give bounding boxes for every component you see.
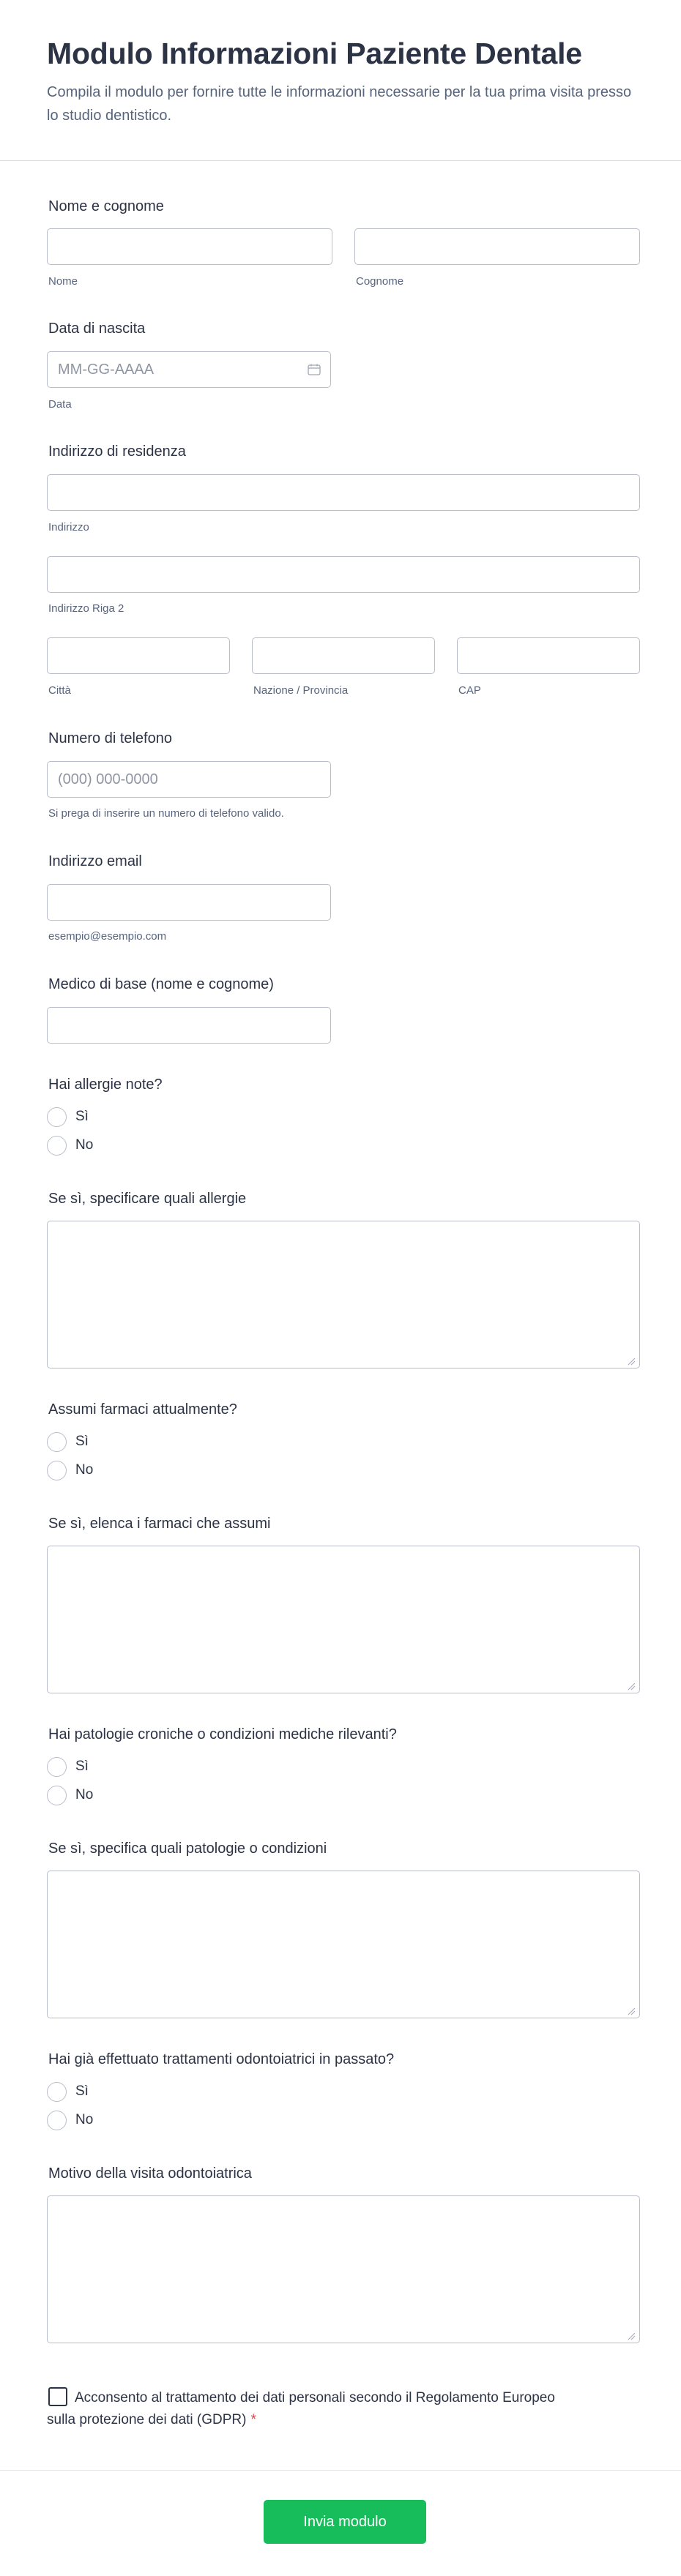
drugs-detail-textarea[interactable] [47, 1546, 640, 1693]
drugs-label: Assumi farmaci attualmente? [48, 1401, 237, 1418]
allergies-detail-label: Se sì, specificare quali allergie [48, 1191, 247, 1207]
consent-checkbox[interactable] [48, 2387, 67, 2406]
last-name-input[interactable] [354, 228, 640, 265]
email-label: Indirizzo email [48, 853, 142, 869]
email-input[interactable] [47, 884, 331, 921]
radio-label: Sì [75, 1759, 89, 1774]
conditions-label: Hai patologie croniche o condizioni mediche rilevanti? [48, 1726, 397, 1742]
conditions-no-option[interactable] [47, 1784, 93, 1806]
reason-label: Motivo della visita odontoiatrica [48, 2165, 252, 2182]
radio-label: Sì [75, 1109, 89, 1124]
address-line2-sublabel: Indirizzo Riga 2 [48, 602, 124, 615]
form-footer [0, 2470, 681, 2576]
resize-handle-icon[interactable] [627, 1682, 636, 1690]
radio-circle[interactable] [47, 2111, 67, 2130]
allergies-label: Hai allergie note? [48, 1077, 163, 1093]
resize-handle-icon[interactable] [627, 2007, 636, 2015]
phone-input[interactable] [47, 761, 331, 798]
zip-input[interactable] [457, 637, 640, 674]
allergies-no-option[interactable] [47, 1134, 93, 1156]
last-name-sublabel: Cognome [356, 275, 404, 288]
birth-date-input[interactable] [47, 351, 331, 388]
form-header [0, 0, 681, 161]
radio-label: No [75, 2112, 94, 2127]
state-sublabel: Nazione / Provincia [253, 684, 349, 697]
resize-handle-icon[interactable] [627, 1357, 636, 1366]
radio-label: No [75, 1462, 94, 1478]
phone-sublabel: Si prega di inserire un numero di telefono valido. [48, 807, 284, 820]
birth-date-label: Data di nascita [48, 321, 146, 337]
conditions-detail-textarea[interactable] [47, 1871, 640, 2018]
city-input[interactable] [47, 637, 230, 674]
address-line2-input[interactable] [47, 556, 640, 593]
email-sublabel: esempio@esempio.com [48, 930, 167, 943]
radio-circle[interactable] [47, 1432, 67, 1452]
first-name-sublabel: Nome [48, 275, 78, 288]
first-name-input[interactable] [47, 228, 332, 265]
address-label: Indirizzo di residenza [48, 443, 186, 460]
radio-label: No [75, 1787, 94, 1802]
treatments-no-option[interactable] [47, 2109, 93, 2131]
calendar-icon[interactable] [308, 364, 321, 375]
treatments-label: Hai già effettuato trattamenti odontoiatrici in passato? [48, 2051, 395, 2067]
drugs-detail-label: Se sì, elenca i farmaci che assumi [48, 1516, 271, 1532]
radio-circle[interactable] [47, 1107, 67, 1127]
birth-date-sublabel: Data [48, 398, 72, 411]
zip-sublabel: CAP [458, 684, 481, 697]
address-line1-sublabel: Indirizzo [48, 521, 89, 533]
conditions-yes-option[interactable] [47, 1756, 89, 1778]
form-title: Modulo Informazioni Paziente Dentale [47, 37, 582, 70]
form-subtitle: Compila il modulo per fornire tutte le informazioni necessarie per la tua prima visita presso lo studio dentistico. [47, 84, 632, 124]
submit-button[interactable]: Invia modulo [264, 2500, 426, 2544]
consent-text [47, 2387, 574, 2431]
address-line1-input[interactable] [47, 474, 640, 511]
resize-handle-icon[interactable] [627, 2332, 636, 2340]
radio-circle[interactable] [47, 1461, 67, 1480]
radio-circle[interactable] [47, 1786, 67, 1805]
city-sublabel: Città [48, 684, 71, 697]
radio-circle[interactable] [47, 1757, 67, 1777]
conditions-detail-label: Se sì, specifica quali patologie o condizioni [48, 1841, 327, 1857]
radio-label: No [75, 1137, 94, 1153]
required-mark: * [250, 2412, 256, 2427]
radio-circle[interactable] [47, 1136, 67, 1156]
radio-circle[interactable] [47, 2082, 67, 2102]
drugs-yes-option[interactable] [47, 1431, 89, 1453]
doctor-label: Medico di base (nome e cognome) [48, 976, 274, 992]
consent-label: Acconsento al trattamento dei dati personali secondo il Regolamento Europeo sulla protezione dei dati (GDPR) [47, 2390, 555, 2427]
name-label: Nome e cognome [48, 198, 164, 214]
phone-label: Numero di telefono [48, 730, 172, 746]
doctor-input[interactable] [47, 1007, 331, 1044]
state-input[interactable] [252, 637, 435, 674]
allergies-detail-textarea[interactable] [47, 1221, 640, 1368]
radio-label: Sì [75, 2083, 89, 2099]
reason-textarea[interactable] [47, 2195, 640, 2343]
allergies-yes-option[interactable] [47, 1106, 89, 1128]
radio-label: Sì [75, 1434, 89, 1449]
drugs-no-option[interactable] [47, 1459, 93, 1481]
treatments-yes-option[interactable] [47, 2081, 89, 2103]
